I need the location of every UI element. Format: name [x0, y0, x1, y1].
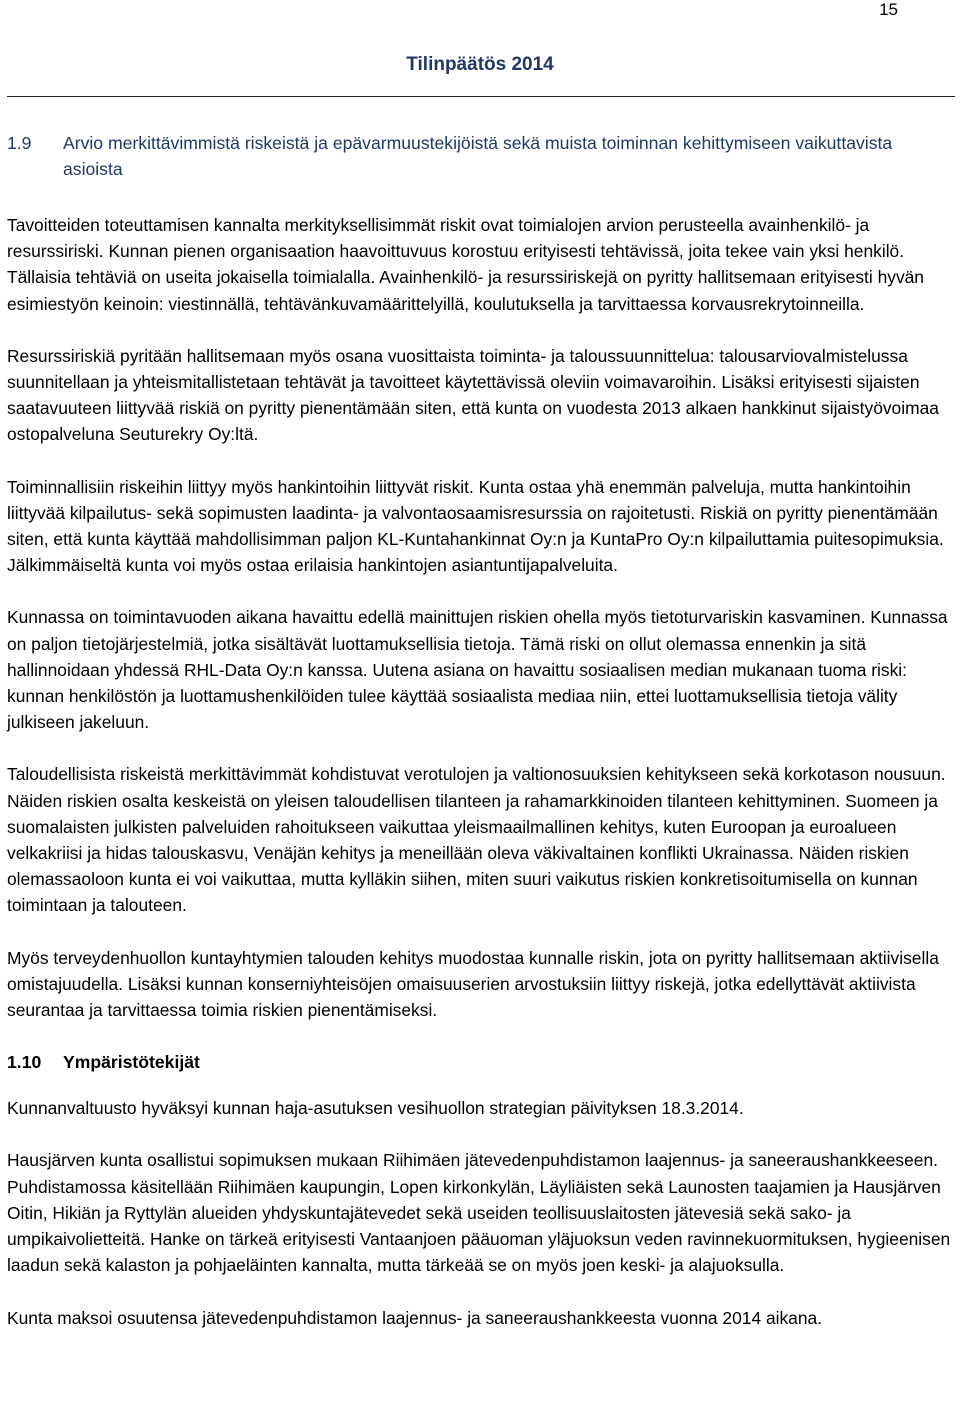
document-header: Tilinpäätös 2014	[406, 54, 554, 75]
paragraph: Kunnassa on toimintavuoden aikana havaittu edellä mainittujen riskien ohella myös tietoturvariskin kasvaminen. Kunnassa on paljon tietojärjestelmiä, jotka sisältävät luottamuksellisia tietoja. Tämä riski on ollut olemassa ennenkin ja sitä hallinnoidaan yhdessä RHL-Data Oy:n kanssa. Uutena asiana on havaittu sosiaalisen median mukanaan tuoma riski: kunnan henkilöstön ja luottamushenkilöiden tulee käyttää sosiaalista mediaa niin, ettei luottamuksellisia tietoja välity julkiseen jakeluun.	[7, 607, 948, 733]
paragraph: Taloudellisista riskeistä merkittävimmät kohdistuvat verotulojen ja valtionosuuksien kehitykseen sekä korkotason nousuun. Näiden riskien osalta keskeistä on yleisen taloudellisen tilanteen ja rahamarkkinoiden tilanteen kehittyminen. Suomeen ja suomalaisten julkisten palveluiden rahoitukseen vaikuttaa yleismaailmallinen kehitys, kuten Euroopan ja euroalueen velkakriisi ja hidas talouskasvu, Venäjän kehitys ja meneillään oleva väkivaltainen konflikti Ukrainassa. Näiden riskien olemassaoloon kunta ei voi vaikuttaa, mutta kylläkin siihen, miten suuri vaikutus riskien konkretisoitumisella on kunnan toimintaan ja talouteen.	[7, 764, 946, 916]
subsection-heading	[7, 1049, 951, 1075]
paragraph: Kunnanvaltuusto hyväksyi kunnan haja-asutuksen vesihuollon strategian päivityksen 18.3.2014.	[7, 1098, 744, 1119]
section-heading	[7, 130, 951, 182]
subsection-title: Ympäristötekijät	[63, 1052, 200, 1073]
header-divider	[7, 96, 955, 97]
subsection-number: 1.10	[7, 1052, 42, 1073]
paragraph: Hausjärven kunta osallistui sopimuksen mukaan Riihimäen jätevedenpuhdistamon laajennus- ja saneeraushankkeeseen. Puhdistamossa käsitellään Riihimäen kaupungin, Lopen kirkonkylän, Läyliäisten sekä Launosten taajamien ja Hausjärven Oitin, Hikiän ja Ryttylän alueiden yhdyskuntajätevedet sekä useiden teollisuuslaitosten jätevesiä sekä sako- ja umpikaivolietteitä. Hanke on tärkeä erityisesti Vantaanjoen pääuoman yläjuoksun veden ravinnekuormituksen, hygieenisen laadun sekä kalaston ja pohjaeläinten kannalta, mutta tärkeää se on myös joen keski- ja alajuoksulla.	[7, 1150, 951, 1276]
paragraph: Myös terveydenhuollon kuntayhtymien talouden kehitys muodostaa kunnalle riskin, jota on pyritty hallitsemaan aktiivisella omistajuudella. Lisäksi kunnan konserniyhteisöjen omaisuuserien arvostuksiin liittyy riskejä, jotka edellyttävät aktiivista seurantaa ja tarvittaessa toimia riskien pienentämiseksi.	[7, 947, 939, 1021]
section-number: 1.9	[7, 133, 32, 153]
document-body	[7, 130, 951, 1331]
paragraph: Resurssiriskiä pyritään hallitsemaan myös osana vuosittaista toiminta- ja taloussuunnittelua: talousarviovalmistelussa suunnitellaan ja yhteismitallistetaan tehtävät ja tavoitteet käytettävissä oleviin voimavaroihin. Lisäksi erityisesti sijaisten saatavuuteen liittyvää riskiä on pyritty pienentämään siten, että kunta on vuodesta 2013 alkaen hankkinut sijaistyövoimaa ostopalveluna Seuturekry Oy:ltä.	[7, 345, 939, 445]
paragraph: Kunta maksoi osuutensa jätevedenpuhdistamon laajennus- ja saneeraushankkeesta vuonna 2014 aikana.	[7, 1307, 823, 1328]
paragraph: Tavoitteiden toteuttamisen kannalta merkityksellisimmät riskit ovat toimialojen arvion perusteella avainhenkilö- ja resurssiriski. Kunnan pienen organisaation haavoittuvuus korostuu erityisesti tehtävissä, joita tekee vain yksi henkilö. Tällaisia tehtäviä on useita jokaisella toimialalla. Avainhenkilö- ja resurssiriskejä on pyritty hallitsemaan erityisesti hyvän esimiestyön keinoin: viestinnällä, tehtävänkuvamäärittelyillä, koulutuksella ja tarvittaessa korvausrekrytoinneilla.	[7, 215, 924, 314]
section-title: Arvio merkittävimmistä riskeistä ja epävarmuustekijöistä sekä muista toiminnan kehittymiseen vaikuttavista asioista	[63, 133, 893, 179]
page-number: 15	[879, 0, 898, 19]
paragraph: Toiminnallisiin riskeihin liittyy myös hankintoihin liittyvät riskit. Kunta ostaa yhä enemmän palveluja, mutta hankintoihin liittyvää kilpailutus- sekä sopimusten laadinta- ja valvontaosaamisresurssia on rajoitetusti. Riskiä on pyritty pienentämään siten, että kunta käyttää mahdollisimman paljon KL-Kuntahankinnat Oy:n ja KuntaPro Oy:n kilpailuttamia puitesopimuksia. Jälkimmäiseltä kunta voi myös ostaa erilaisia hankintojen asiantuntijapalveluita.	[7, 476, 944, 576]
